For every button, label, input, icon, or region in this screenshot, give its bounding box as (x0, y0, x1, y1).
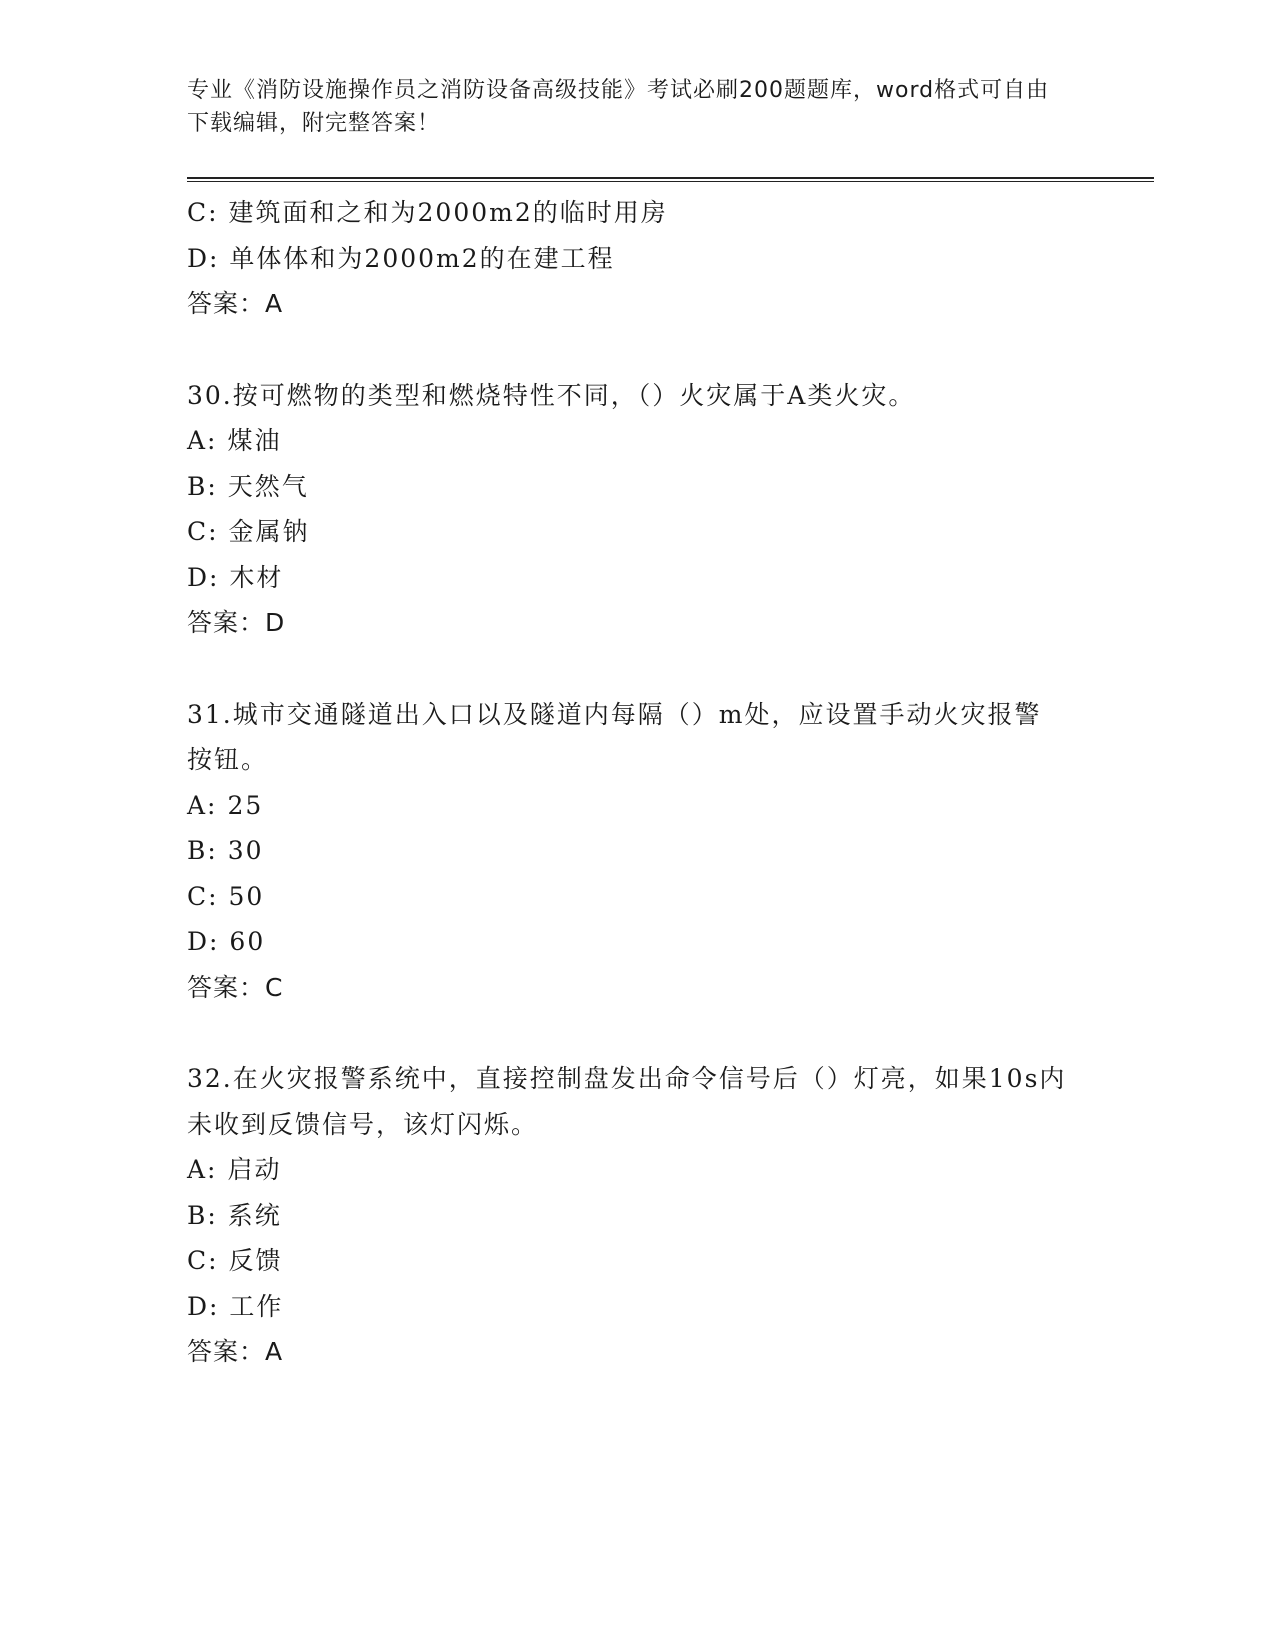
option-text: 天然气 (227, 471, 309, 501)
option-label: C: (187, 198, 219, 227)
option-text: 建筑面和之和为2000m2的临时用房 (228, 198, 668, 227)
option-text: 启动 (227, 1155, 282, 1184)
option-text: 单体体和为2000m2的在建工程 (229, 243, 615, 273)
option-text: 30 (227, 836, 264, 865)
option-text: 工作 (229, 1291, 284, 1321)
option-label: D: (187, 927, 220, 956)
option-label: B: (187, 1200, 218, 1230)
option-label: D: (187, 1291, 220, 1321)
option-c (187, 1238, 1087, 1284)
answer: 答案：A (187, 1337, 284, 1366)
option-label: A: (187, 1155, 218, 1184)
option-text: 反馈 (228, 1246, 283, 1275)
option-label: C: (187, 517, 219, 546)
option-text: 25 (227, 790, 264, 820)
document-body (187, 190, 1087, 1375)
document-header (187, 74, 1067, 140)
option-c (187, 509, 1087, 555)
option-c (187, 190, 1087, 236)
question-stem: 32.在火灾报警系统中，直接控制盘发出命令信号后（）灯亮，如果10s内未收到反馈信号，该灯闪烁。 (187, 1064, 1067, 1139)
option-label: C: (187, 881, 219, 911)
option-text: 50 (228, 881, 265, 911)
option-label: D: (187, 562, 220, 592)
option-label: C: (187, 1246, 219, 1275)
header-divider (187, 177, 1154, 182)
option-d (187, 919, 1087, 965)
option-d (187, 1284, 1087, 1330)
option-b (187, 828, 1087, 874)
option-b (187, 464, 1087, 510)
option-a (187, 783, 1087, 829)
option-label: A: (187, 426, 218, 455)
option-text: 金属钠 (228, 517, 310, 546)
option-c (187, 874, 1087, 920)
header-title: 专业《消防设施操作员之消防设备高级技能》考试必刷200题题库，word格式可自由下载编辑，附完整答案！ (187, 78, 1050, 136)
option-label: A: (187, 790, 218, 820)
option-label: D: (187, 243, 220, 273)
option-text: 煤油 (227, 426, 282, 455)
option-text: 60 (229, 927, 266, 956)
option-text: 系统 (227, 1200, 282, 1230)
answer: 答案：D (187, 608, 286, 637)
option-a (187, 1147, 1087, 1193)
answer: 答案：A (187, 289, 284, 318)
option-b (187, 1193, 1087, 1239)
option-label: B: (187, 471, 218, 501)
answer: 答案：C (187, 972, 284, 1002)
question-stem: 30.按可燃物的类型和燃烧特性不同，（）火灾属于A类火灾。 (187, 380, 916, 410)
option-text: 木材 (229, 562, 284, 592)
option-label: B: (187, 836, 218, 865)
option-d (187, 555, 1087, 601)
question-stem: 31.城市交通隧道出入口以及隧道内每隔（）m处，应设置手动火灾报警按钮。 (187, 699, 1042, 774)
option-a (187, 418, 1087, 464)
option-d (187, 236, 1087, 282)
